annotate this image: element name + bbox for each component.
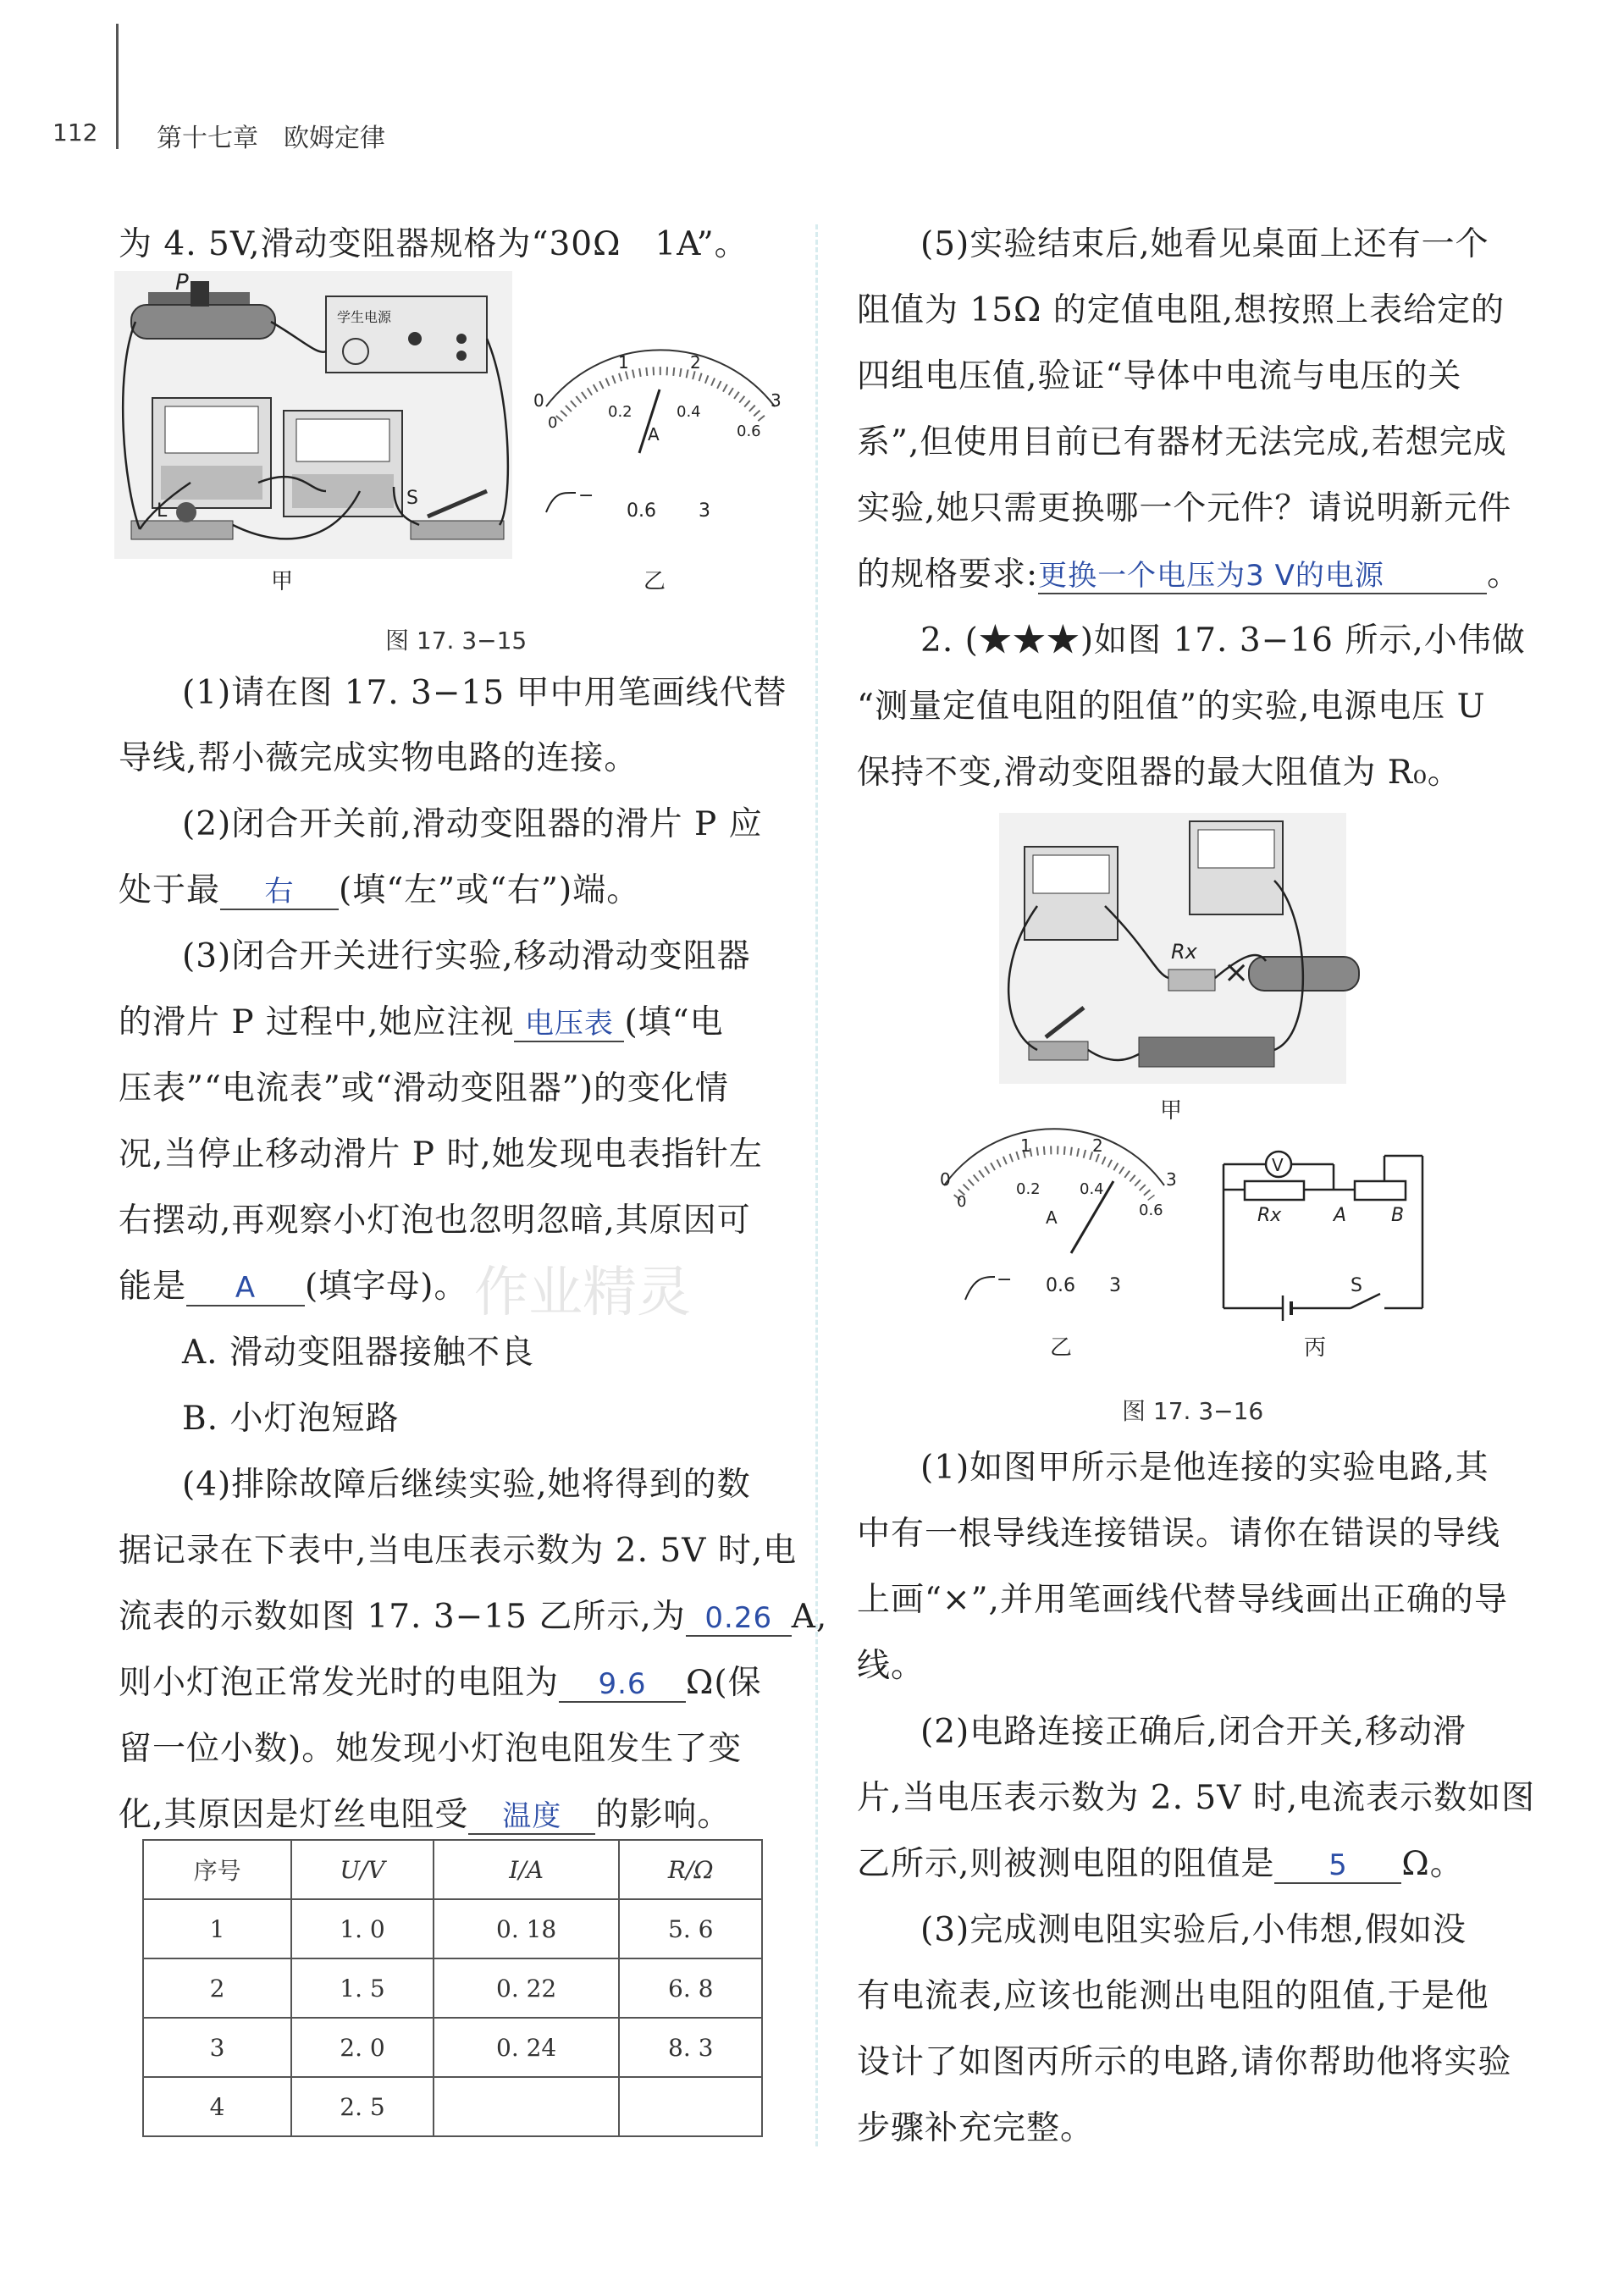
sub-yi: 乙 — [644, 569, 666, 594]
cell: 5. 6 — [619, 1899, 762, 1958]
label-B: B — [1391, 1205, 1405, 1226]
dial-sub-02: 0.2 — [608, 403, 632, 421]
answer-q5: 更换一个电压为3 V的电源 — [1038, 559, 1487, 594]
r3-line3: 设计了如图丙所示的电路,请你帮助他将实验 — [857, 2043, 1512, 2081]
dial-sub-02: 0.2 — [1016, 1180, 1041, 1198]
q3-line2: 的滑片 P 过程中,她应注视 电压表 (填“电 — [119, 1003, 724, 1041]
dial-tick-2: 2 — [690, 352, 701, 373]
dial-sub-0: 0 — [957, 1193, 967, 1211]
table-row — [143, 1958, 762, 2018]
q5-line2: 阻值为 15Ω 的定值电阻,想按照上表给定的 — [857, 291, 1505, 329]
circuit-diagram — [1224, 1152, 1422, 1321]
dial-sub-04: 0.4 — [1080, 1180, 1104, 1198]
dial-unit: A — [1046, 1207, 1058, 1228]
sub-jia: 甲 — [271, 569, 294, 594]
data-table — [142, 1839, 763, 2137]
q5-line6: 的规格要求:更换一个电压为3 V的电源 。 — [857, 555, 1522, 594]
cell: 0. 24 — [434, 2018, 620, 2077]
sub-jia: 甲 — [1160, 1098, 1183, 1124]
label-power-supply: 学生电源 — [337, 309, 392, 325]
q5-line1: (5)实验结束后,她看见桌面上还有一个 — [920, 225, 1489, 263]
answer-q3: 电压表 — [514, 1007, 624, 1042]
option-a: A. 滑动变阻器接触不良 — [182, 1334, 534, 1372]
column-divider — [815, 224, 818, 2146]
dial-sub-06: 0.6 — [1139, 1202, 1163, 1219]
answer-q4-reason: 温度 — [468, 1799, 595, 1835]
answer-q4-resistance: 9.6 — [559, 1667, 686, 1703]
label-S: S — [406, 488, 418, 509]
r2-line3: 乙所示,则被测电阻的阻值是 5 Ω。 — [857, 1845, 1464, 1883]
dial-tick-0: 0 — [533, 390, 544, 411]
q4-line3: 流表的示数如图 17. 3−15 乙所示,为 0.26 A, — [119, 1598, 828, 1636]
cell: 8. 3 — [619, 2018, 762, 2077]
caption-17-3-15: 图 17. 3−15 — [385, 627, 528, 655]
cell: 2 — [143, 1958, 291, 2018]
label-L: L — [157, 500, 168, 522]
q2-line2: 处于最 右 (填“左”或“右”)端。 — [119, 871, 641, 909]
voltmeter-image — [152, 398, 271, 508]
answer-q2: 右 — [220, 875, 339, 910]
p2-line2: “测量定值电阻的阻值”的实验,电源电压 U — [857, 688, 1486, 726]
r3-line1: (3)完成测电阻实验后,小伟想,假如没 — [920, 1911, 1467, 1949]
q3-line1: (3)闭合开关进行实验,移动滑动变阻器 — [182, 937, 751, 975]
q2-line1: (2)闭合开关前,滑动变阻器的滑片 P 应 — [182, 805, 763, 843]
r1-line3: 上画“×”,并用笔画线代替导线画出正确的导 — [857, 1581, 1508, 1619]
cell — [434, 2077, 620, 2136]
q1-line1: (1)请在图 17. 3−15 甲中用笔画线代替 — [182, 674, 787, 712]
r1-line2: 中有一根导线连接错误。请你在错误的导线 — [857, 1515, 1501, 1553]
cell: 2. 5 — [291, 2077, 434, 2136]
th-u: U/V — [291, 1840, 434, 1899]
dial-sub-04: 0.4 — [677, 403, 701, 421]
dial-tick-3: 3 — [1166, 1169, 1177, 1190]
dial-sub-0: 0 — [548, 414, 558, 432]
r3-line4: 步骤补充完整。 — [857, 2109, 1095, 2147]
cell: 2. 0 — [291, 2018, 434, 2077]
table-row — [143, 2077, 762, 2136]
dial-tick-0: 0 — [940, 1169, 951, 1190]
r1-line1: (1)如图甲所示是他连接的实验电路,其 — [920, 1449, 1489, 1487]
cell: 0. 22 — [434, 1958, 620, 2018]
cell: 6. 8 — [619, 1958, 762, 2018]
r2-line1: (2)电路连接正确后,闭合开关,移动滑 — [920, 1713, 1467, 1751]
option-b: B. 小灯泡短路 — [182, 1400, 400, 1438]
q5-line5: 实验,她只需更换哪一个元件？请说明新元件 — [857, 489, 1512, 528]
term-neg: − — [997, 1269, 1013, 1290]
ammeter-dial — [944, 1129, 1164, 1253]
term-06: 0.6 — [1046, 1275, 1075, 1296]
r2-line2: 片,当电压表示数为 2. 5V 时,电流表示数如图 — [857, 1779, 1536, 1817]
page-number: 112 — [52, 119, 98, 146]
label-S: S — [1351, 1275, 1362, 1296]
q3-line5: 右摆动,再观察小灯泡也忽明忽暗,其原因可 — [119, 1202, 751, 1240]
label-rx-circuit: Rx — [1257, 1205, 1282, 1226]
voltmeter-image — [1025, 847, 1118, 940]
label-V: V — [1272, 1155, 1284, 1175]
answer-q3-letter: A — [186, 1271, 305, 1306]
label-A: A — [1334, 1205, 1347, 1226]
cell: 1. 5 — [291, 1958, 434, 2018]
dial-tick-1: 1 — [1020, 1135, 1031, 1156]
term-06: 0.6 — [627, 500, 656, 522]
label-cross: × — [1224, 955, 1250, 990]
term-neg: − — [578, 485, 594, 506]
th-r: R/Ω — [619, 1840, 762, 1899]
q4-line2: 据记录在下表中,当电压表示数为 2. 5V 时,电 — [119, 1532, 798, 1570]
q3-line3: 压表”“电流表”或“滑动变阻器”)的变化情 — [119, 1069, 729, 1108]
sub-yi: 乙 — [1050, 1335, 1073, 1361]
dial-tick-1: 1 — [618, 352, 629, 373]
dial-sub-06: 0.6 — [737, 423, 761, 440]
ammeter-image — [1190, 821, 1283, 914]
power-supply-image — [326, 296, 487, 373]
chapter-title: 第十七章 欧姆定律 — [157, 124, 385, 153]
term-3: 3 — [699, 500, 710, 522]
figure-17-3-16 — [940, 813, 1452, 1372]
cell: 1. 0 — [291, 1899, 434, 1958]
cell: 4 — [143, 2077, 291, 2136]
table-header — [143, 1840, 762, 1899]
q1-line2: 导线,帮小薇完成实物电路的连接。 — [119, 739, 638, 777]
q5-line3: 四组电压值,验证“导体中电流与电压的关 — [857, 357, 1462, 395]
sub-bing: 丙 — [1304, 1335, 1327, 1361]
p2-line3: 保持不变,滑动变阻器的最大阻值为 R₀。 — [857, 754, 1461, 792]
watermark: 作业精灵 — [474, 1262, 691, 1324]
cell: 1 — [143, 1899, 291, 1958]
dial-tick-3: 3 — [771, 390, 782, 411]
header-rule — [116, 24, 119, 149]
q4-line6: 化,其原因是灯丝电阻受 温度 的影响。 — [119, 1796, 732, 1834]
label-P: P — [175, 270, 189, 296]
answer-r2: 5 — [1274, 1848, 1401, 1884]
th-i: I/A — [434, 1840, 620, 1899]
q4-line1: (4)排除故障后继续实验,她将得到的数 — [182, 1466, 751, 1504]
q4-line4: 则小灯泡正常发光时的电阻为 9.6 Ω(保 — [119, 1664, 762, 1702]
answer-q4-current: 0.26 — [686, 1601, 792, 1637]
dial-unit: A — [648, 424, 660, 445]
q3-line6: 能是 A (填字母)。 — [119, 1268, 468, 1306]
q4-line5: 留一位小数)。她发现小灯泡电阻发生了变 — [119, 1730, 743, 1768]
dial-tick-2: 2 — [1092, 1135, 1103, 1156]
r1-line4: 线。 — [857, 1647, 925, 1685]
q3-line4: 况,当停止移动滑片 P 时,她发现电表指针左 — [119, 1135, 763, 1174]
ammeter-image — [284, 411, 402, 517]
p2-line1: 2. (★★★)如图 17. 3−16 所示,小伟做 — [920, 621, 1526, 660]
cell: 0. 18 — [434, 1899, 620, 1958]
intro-line: 为 4. 5V,滑动变阻器规格为“30Ω 1A”。 — [119, 225, 748, 263]
cell — [619, 2077, 762, 2136]
table-row — [143, 2018, 762, 2077]
figure-17-3-15 — [114, 271, 792, 627]
th-index: 序号 — [143, 1840, 291, 1899]
q5-line4: 系”,但使用目前已有器材无法完成,若想完成 — [857, 423, 1507, 461]
caption-17-3-16: 图 17. 3−16 — [1122, 1397, 1264, 1425]
table-row — [143, 1899, 762, 1958]
cell: 3 — [143, 2018, 291, 2077]
term-3: 3 — [1109, 1275, 1121, 1296]
r3-line2: 有电流表,应该也能测出电阻的阻值,于是他 — [857, 1977, 1489, 2015]
label-rx: Rx — [1171, 940, 1197, 964]
